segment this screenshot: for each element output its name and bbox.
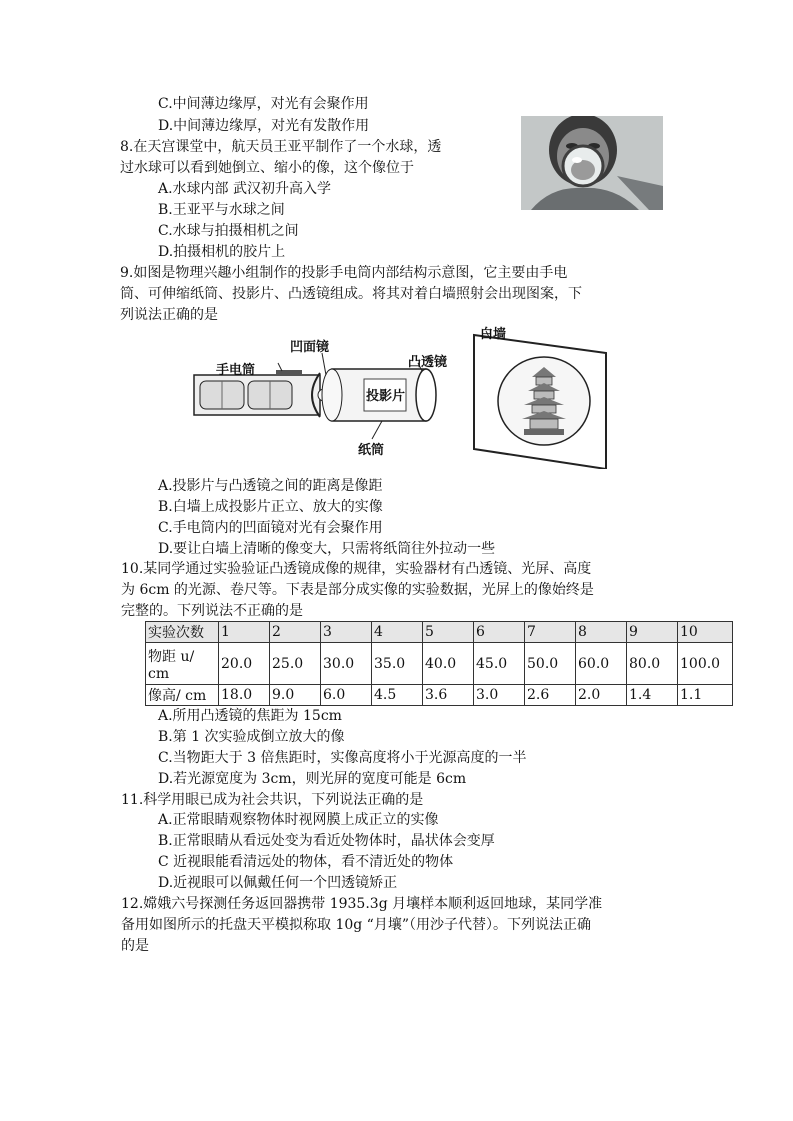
table-row-image-height [146, 685, 733, 706]
q9-stem-line-2: 筒、可伸缩纸筒、投影片、凸透镜组成。将其对着白墙照射会出现图案，下 [120, 286, 582, 302]
q10-option-c: C.当物距大于 3 倍焦距时，实像高度将小于光源高度的一半 [158, 750, 527, 766]
q12-stem-line-2: 备用如图所示的托盘天平模拟称取 10g “月壤”（用沙子代替）。下列说法正确 [121, 917, 591, 933]
table-cell: 18.0 [219, 685, 270, 706]
q10-option-d: D.若光源宽度为 3cm，则光屏的宽度可能是 6cm [158, 771, 467, 787]
label-flashlight: 手电筒 [216, 363, 256, 378]
q10-stem-line-2: 为 6cm 的光源、卷尺等。下表是部分成实像的实验数据，光屏上的像始终是 [121, 582, 594, 598]
q8-stem-line-2: 过水球可以看到她倒立、缩小的像，这个像位于 [120, 160, 414, 176]
table-cell: 3 [321, 622, 372, 643]
table-cell-label: 像高/ cm [146, 685, 219, 706]
q9-stem-line-3: 列说法正确的是 [120, 307, 218, 323]
table-cell: 1.1 [678, 685, 733, 706]
table-cell: 50.0 [525, 643, 576, 685]
water-ball-photo [521, 116, 663, 210]
table-cell: 45.0 [474, 643, 525, 685]
table-cell: 80.0 [627, 643, 678, 685]
q7-option-c: C.中间薄边缘厚，对光有会聚作用 [158, 96, 369, 112]
q8-option-a: A.水球内部 武汉初升高入学 [158, 181, 332, 197]
table-cell: 9.0 [270, 685, 321, 706]
table-cell: 6 [474, 622, 525, 643]
table-cell: 35.0 [372, 643, 423, 685]
q7-option-d: D.中间薄边缘厚，对光有发散作用 [158, 118, 370, 134]
table-cell-label: 实验次数 [146, 622, 219, 643]
q10-stem-line-1: 10.某同学通过实验验证凸透镜成像的规律，实验器材有凸透镜、光屏、高度 [121, 561, 592, 577]
label-slide: 投影片 [366, 389, 406, 404]
q11-option-b: B.正常眼睛从看远处变为看近处物体时，晶状体会变厚 [158, 833, 495, 849]
q8-option-b: B.王亚平与水球之间 [158, 202, 285, 218]
table-cell: 3.6 [423, 685, 474, 706]
q9-option-d: D.要让白墙上清晰的像变大，只需将纸筒往外拉动一些 [158, 541, 496, 557]
q10-stem-line-3: 完整的。下列说法不正确的是 [121, 603, 303, 619]
table-cell: 2.0 [576, 685, 627, 706]
table-cell: 5 [423, 622, 474, 643]
table-cell-label [146, 643, 219, 685]
q8-option-c: C.水球与拍摄相机之间 [158, 223, 299, 239]
row-label-part: 物距 u/ [148, 648, 195, 665]
table-cell: 40.0 [423, 643, 474, 685]
table-cell: 8 [576, 622, 627, 643]
table-cell: 100.0 [678, 643, 733, 685]
table-row-trials [146, 622, 733, 643]
label-white-wall: 白墙 [480, 327, 507, 342]
q12-stem-line-1: 12.嫦娥六号探测任务返回器携带 1935.3g 月壤样本顺利返回地球，某同学准 [121, 896, 603, 912]
table-cell: 25.0 [270, 643, 321, 685]
label-convex-lens: 凸透镜 [408, 355, 448, 370]
q11-option-d: D.近视眼可以佩戴任何一个凹透镜矫正 [158, 875, 398, 891]
table-cell: 1 [219, 622, 270, 643]
table-cell: 7 [525, 622, 576, 643]
q9-option-c: C.手电筒内的凹面镜对光有会聚作用 [158, 520, 383, 536]
table-cell: 60.0 [576, 643, 627, 685]
row-label-part: cm [148, 665, 170, 682]
table-row-object-distance [146, 643, 733, 685]
table-cell: 3.0 [474, 685, 525, 706]
table-cell: 4 [372, 622, 423, 643]
label-concave-mirror: 凹面镜 [290, 340, 330, 355]
table-cell: 30.0 [321, 643, 372, 685]
q11-option-c: C 近视眼能看清远处的物体，看不清近处的物体 [158, 854, 454, 870]
table-cell: 2.6 [525, 685, 576, 706]
table-cell: 9 [627, 622, 678, 643]
table-cell: 6.0 [321, 685, 372, 706]
table-cell: 2 [270, 622, 321, 643]
q8-stem-line-1: 8.在天宫课堂中，航天员王亚平制作了一个水球，透 [120, 139, 442, 155]
table-cell: 20.0 [219, 643, 270, 685]
q10-option-b: B.第 1 次实验成倒立放大的像 [158, 729, 345, 745]
q11-option-a: A.正常眼睛观察物体时视网膜上成正立的实像 [158, 812, 439, 828]
table-cell: 4.5 [372, 685, 423, 706]
label-paper-tube: 纸筒 [358, 443, 385, 458]
q9-option-a: A.投影片与凸透镜之间的距离是像距 [158, 478, 383, 494]
q10-option-a: A.所用凸透镜的焦距为 15cm [158, 708, 342, 724]
q12-stem-line-3: 的是 [121, 938, 149, 954]
projection-flashlight-diagram [186, 323, 611, 469]
table-cell: 10 [678, 622, 733, 643]
q8-option-d: D.拍摄相机的胶片上 [158, 244, 286, 260]
q9-stem-line-1: 9.如图是物理兴趣小组制作的投影手电筒内部结构示意图，它主要由手电 [120, 265, 568, 281]
experiment-data-table [145, 621, 733, 706]
q9-option-b: B.白墙上成投影片正立、放大的实像 [158, 499, 383, 515]
q11-stem: 11.科学用眼已成为社会共识，下列说法正确的是 [121, 792, 424, 808]
table-cell: 1.4 [627, 685, 678, 706]
